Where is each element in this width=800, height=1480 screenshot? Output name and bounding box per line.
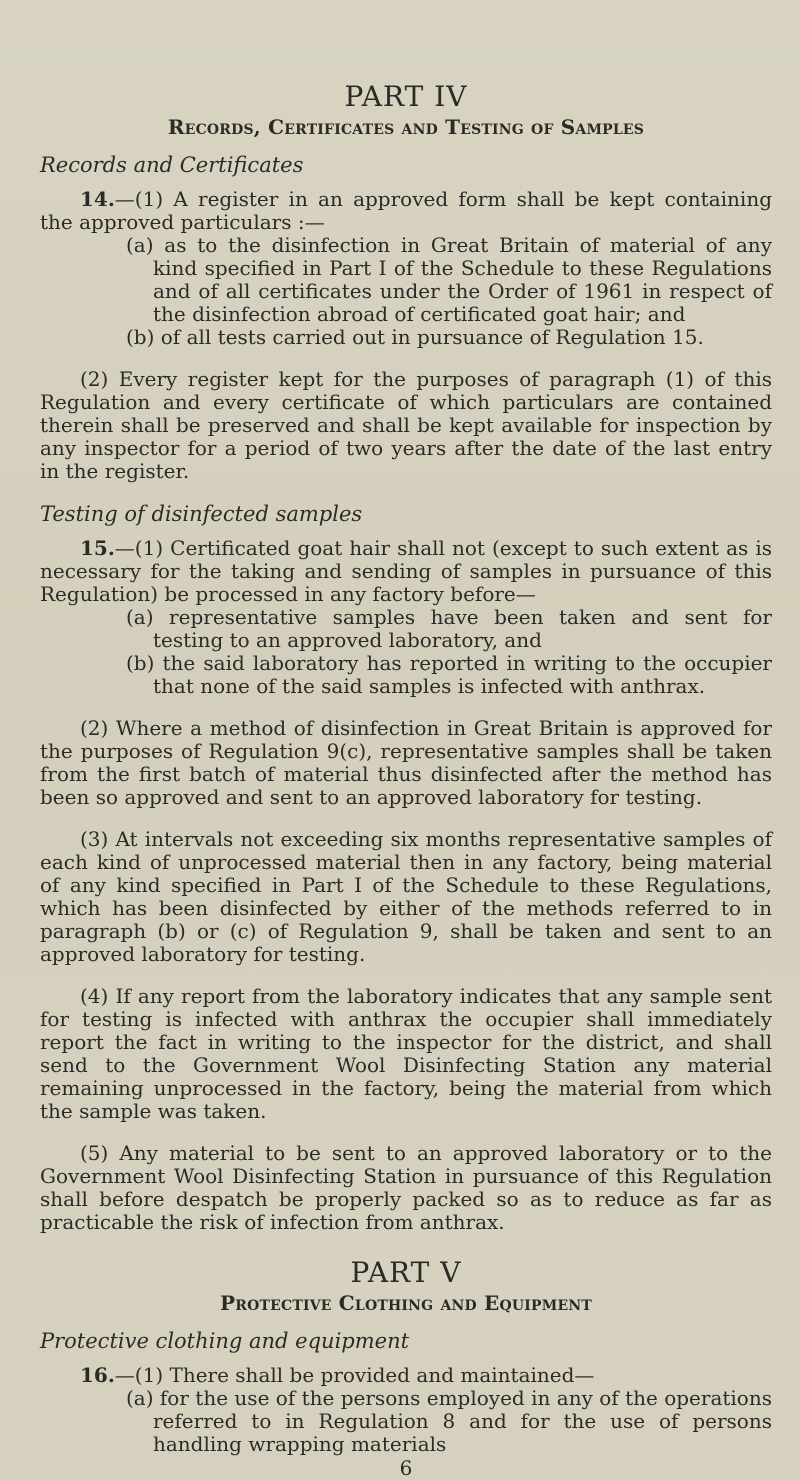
reg-16-item-a: (a) for the use of the persons employed in any of the operations referred to in Regulation 8 and for the use of persons handling wrapping materials: [126, 1386, 772, 1456]
part-v-subtitle: Protective Clothing and Equipment: [220, 1291, 592, 1315]
reg-15-para-3: (3) At intervals not exceeding six months representative samples of each kind of unprocessed material then in any factory, being material of any kind specified in Part I of the Schedule to these Regulations, which has been disinfected by either of the methods referred to in paragraph (b) or (c) of Regulation 9, shall be taken and sent to an approved laboratory for testing.: [40, 827, 772, 966]
reg-16-number: 16.: [80, 1363, 115, 1387]
reg-15-number: 15.: [80, 536, 115, 560]
reg-14-para-2: (2) Every register kept for the purposes of paragraph (1) of this Regulation and every certificate of which particulars are contained therein shall be preserved and shall be kept available for inspection by any inspector for a period of two years after the date of the last entry in the register.: [40, 367, 772, 483]
reg-14-lead-text: —(1) A register in an approved form shall be kept containing the approved particulars :—: [40, 187, 772, 234]
reg-14-para-1: [40, 188, 772, 234]
reg-15-item-a: (a) representative samples have been taken and sent for testing to an approved laboratory, and: [126, 605, 772, 652]
part-iv-subtitle: Records, Certificates and Testing of Samples: [167, 115, 645, 139]
reg-15-lead-text: —(1) Certificated goat hair shall not (except to such extent as is necessary for the taking and sending of samples in pursuance of this Regulation) be processed in any factory before—: [40, 536, 772, 606]
reg-14-number: 14.: [80, 187, 115, 211]
part-v-title: PART V: [350, 1256, 462, 1289]
part-iv-title: PART IV: [344, 80, 468, 113]
reg-15-item-b: (b) the said laboratory has reported in writing to the occupier that none of the said samples is infected with anthrax.: [126, 651, 772, 698]
reg-15-para-4: (4) If any report from the laboratory indicates that any sample sent for testing is infected with anthrax the occupier shall immediately report the fact in writing to the inspector for the district, and shall send to the Government Wool Disinfecting Station any material remaining unprocessed in the factory, being the material from which the sample was taken.: [40, 984, 772, 1123]
reg-15-para-5: (5) Any material to be sent to an approved laboratory or to the Government Wool Disinfecting Station in pursuance of this Regulation shall before despatch be properly packed so as to reduce as far as practicable the risk of infection from anthrax.: [40, 1141, 772, 1234]
reg-15-para-2: (2) Where a method of disinfection in Great Britain is approved for the purposes of Regulation 9(c), representative samples shall be taken from the first batch of material thus disinfected after the method has been so approved and sent to an approved laboratory for testing.: [40, 716, 772, 809]
page-number: 6: [399, 1456, 413, 1480]
reg-16-para-1: [40, 1364, 772, 1387]
protective-heading: Protective clothing and equipment: [40, 1329, 410, 1353]
reg-14-item-a: (a) as to the disinfection in Great Britain of material of any kind specified in Part I of the Schedule to these Regulations and of all certificates under the Order of 1961 in respect of the disinfection abroad of certificated goat hair; and: [126, 233, 772, 326]
reg-15-para-1: [40, 537, 772, 606]
reg-14-item-b: (b) of all tests carried out in pursuance of Regulation 15.: [126, 325, 704, 349]
records-heading: Records and Certificates: [40, 153, 304, 177]
reg-16-lead-text: —(1) There shall be provided and maintained—: [114, 1363, 595, 1387]
testing-heading: Testing of disinfected samples: [40, 502, 363, 526]
